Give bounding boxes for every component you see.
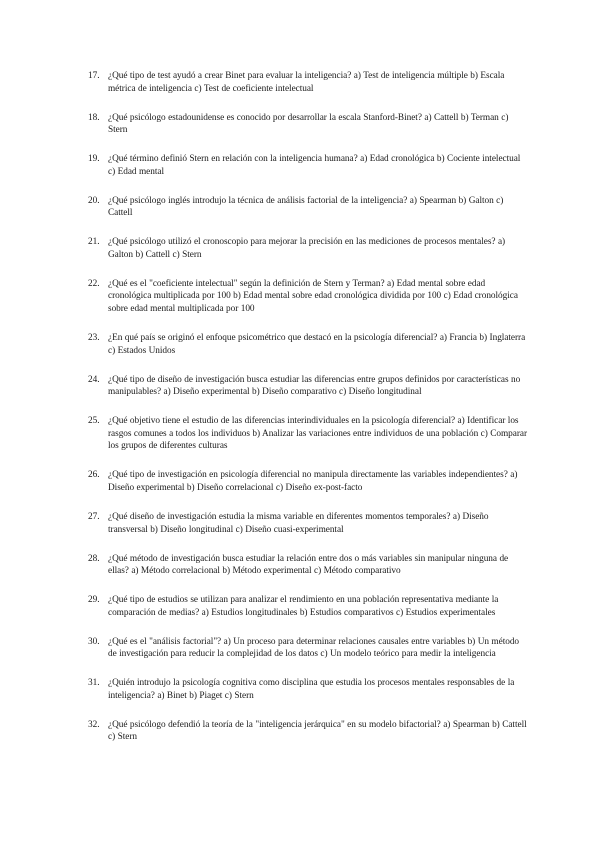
question-list (88, 70, 528, 760)
question-text: ¿Qué tipo de diseño de investigación busca estudiar las diferencias entre grupos definidos por características no manipulables? a) Diseño experimental b) Diseño comparativo c) Diseño longitudinal (108, 374, 521, 398)
question-item (88, 415, 528, 453)
question-item (88, 719, 528, 744)
question-item (88, 594, 528, 619)
question-item (88, 469, 528, 494)
question-number: 31. (88, 678, 100, 689)
question-text: ¿Qué psicólogo utilizó el cronoscopio para mejorar la precisión en las mediciones de procesos mentales? a) Galton b) Cattell c) Stern (108, 237, 506, 260)
question-item (88, 236, 528, 261)
question-number: 17. (88, 71, 100, 81)
question-number: 27. (88, 511, 100, 522)
question-number: 21. (88, 237, 100, 248)
question-item (88, 153, 528, 178)
question-text: ¿Qué tipo de test ayudó a crear Binet para evaluar la inteligencia? a) Test de inteligencia múltiple b) Escala métrica de inteligencia c) Test de coeficiente intelectual (108, 71, 505, 94)
question-number: 26. (88, 470, 100, 481)
question-number: 20. (88, 195, 100, 206)
question-item (88, 70, 528, 95)
question-text: ¿Quién introdujo la psicología cognitiva como disciplina que estudia los procesos mentales responsables de la inteligencia? a) Binet b) Piaget c) Stern (108, 678, 515, 701)
question-text: ¿Qué psicólogo defendió la teoría de la "inteligencia jerárquica" en su modelo bifactorial? a) Spearman b) Cattell c) Stern (108, 719, 527, 743)
question-item (88, 511, 528, 536)
question-item (88, 112, 528, 137)
question-number: 23. (88, 333, 100, 344)
question-item (88, 636, 528, 661)
question-number: 25. (88, 416, 100, 427)
question-text: ¿Qué psicólogo estadounidense es conocido por desarrollar la escala Stanford-Binet? a) Cattell b) Terman c) Stern (108, 112, 509, 136)
question-text: ¿Qué es el "coeficiente intelectual" según la definición de Stern y Terman? a) Edad mental sobre edad cronológica multiplicada por 100 b) Edad mental sobre edad cronológica dividida por 100 c) Edad cronológica sobre edad mental multiplicada por 100 (108, 278, 518, 315)
question-number: 29. (88, 595, 100, 606)
question-text: ¿Qué psicólogo inglés introdujo la técnica de análisis factorial de la inteligencia? a) Spearman b) Galton c) Cattell (108, 195, 504, 219)
question-text: ¿Qué tipo de estudios se utilizan para analizar el rendimiento en una población representativa mediante la comparación de medias? a) Estudios longitudinales b) Estudios comparativos c) Estudios experimentales (108, 595, 499, 618)
question-number: 22. (88, 278, 100, 289)
question-number: 32. (88, 719, 100, 730)
question-item (88, 278, 528, 316)
question-number: 19. (88, 154, 100, 165)
question-number: 30. (88, 636, 100, 647)
question-text: ¿Qué es el "análisis factorial"? a) Un proceso para determinar relaciones causales entre variables b) Un método de investigación para reducir la complejidad de los datos c) Un modelo teórico para medir la inteligencia (108, 636, 520, 660)
question-item (88, 553, 528, 578)
question-number: 28. (88, 553, 100, 564)
question-text: ¿Qué diseño de investigación estudia la misma variable en diferentes momentos temporales? a) Diseño transversal b) Diseño longitudinal c) Diseño cuasi-experimental (108, 511, 489, 535)
question-item (88, 677, 528, 702)
question-number: 24. (88, 374, 100, 385)
question-item (88, 374, 528, 399)
question-number: 18. (88, 112, 100, 123)
question-text: ¿Qué término definió Stern en relación con la inteligencia humana? a) Edad cronológica b) Cociente intelectual c) Edad mental (108, 154, 521, 177)
question-text: ¿En qué país se originó el enfoque psicométrico que destacó en la psicología diferencial? a) Francia b) Inglaterra c) Estados Unidos (108, 333, 526, 356)
question-text: ¿Qué tipo de investigación en psicología diferencial no manipula directamente las variables independientes? a) Diseño experimental b) Diseño correlacional c) Diseño ex-post-facto (108, 470, 518, 493)
question-text: ¿Qué método de investigación busca estudiar la relación entre dos o más variables sin manipular ninguna de ellas? a) Método correlacional b) Método experimental c) Método comparativo (108, 553, 509, 577)
question-item (88, 332, 528, 357)
question-item (88, 195, 528, 220)
question-text: ¿Qué objetivo tiene el estudio de las diferencias interindividuales en la psicología diferencial? a) Identificar los rasgos comunes a todos los individuos b) Analizar las variaciones entre individuos de una población c) Comparar los grupos de diferentes culturas (108, 416, 528, 452)
